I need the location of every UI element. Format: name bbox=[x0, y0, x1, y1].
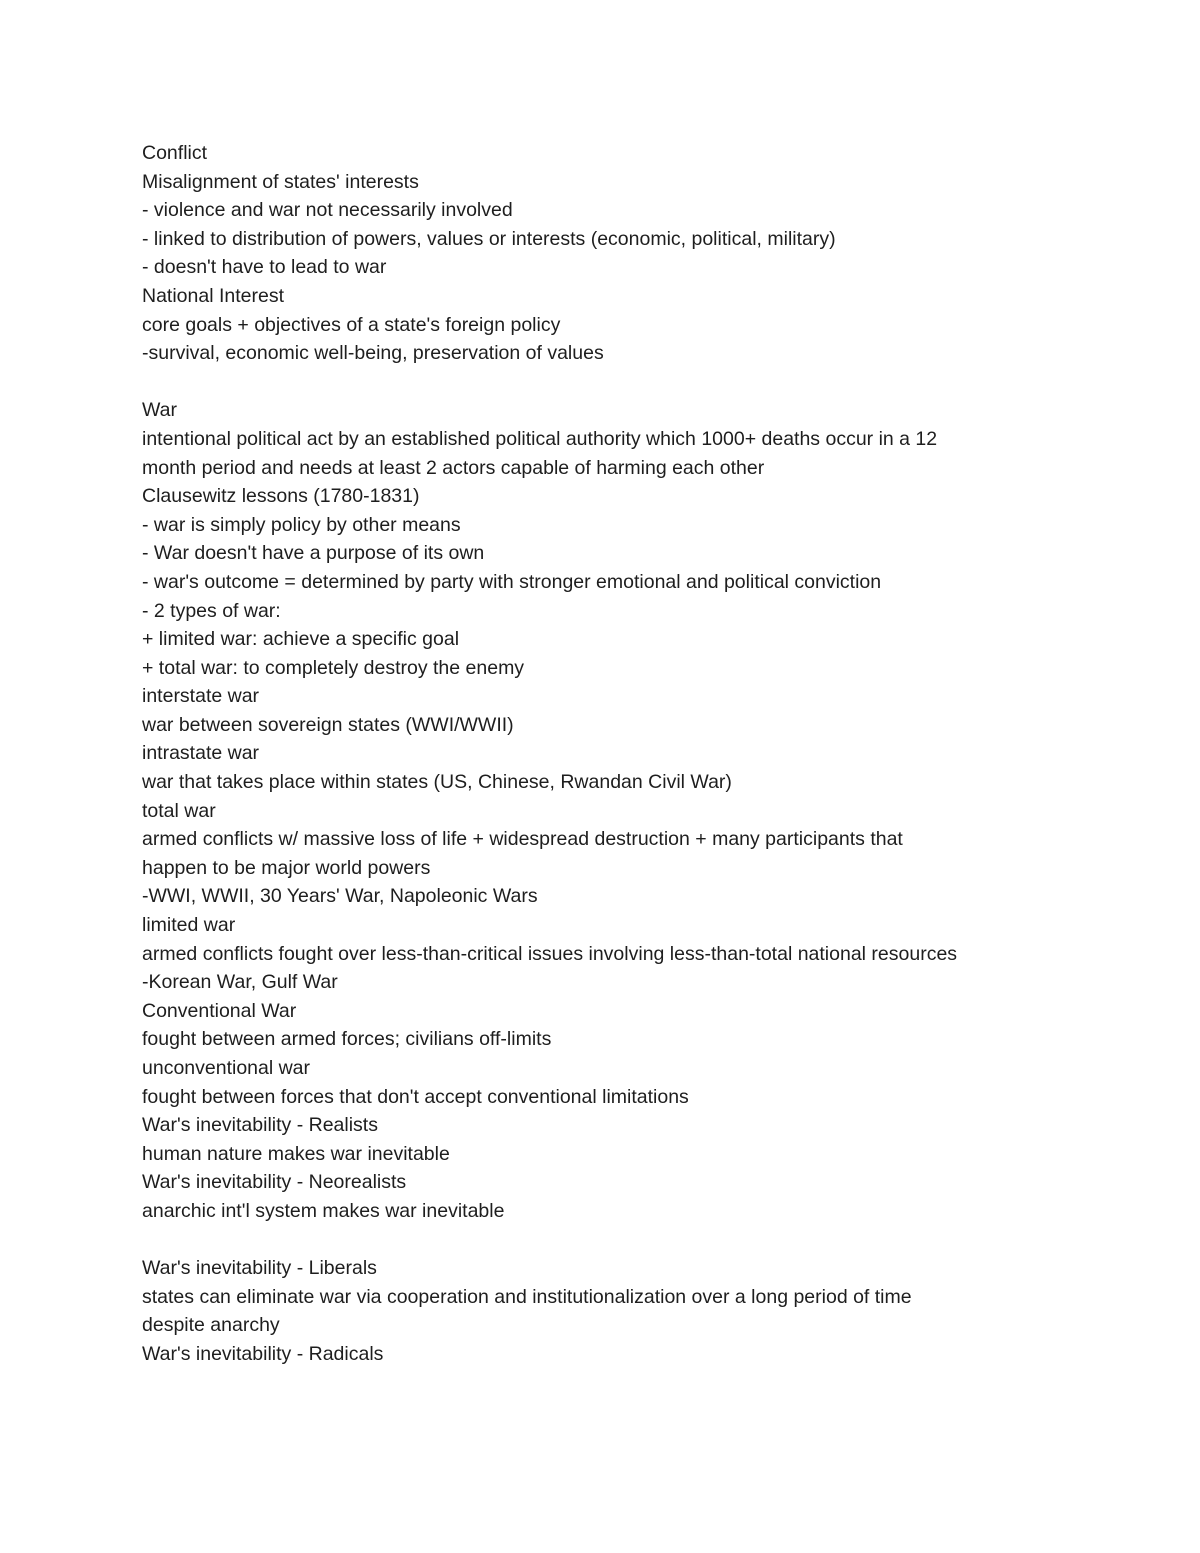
text-line: - linked to distribution of powers, values or interests (economic, political, military) bbox=[142, 227, 836, 250]
text-line: fought between armed forces; civilians off-limits bbox=[142, 1028, 552, 1051]
heading-radicals: War's inevitability - Radicals bbox=[142, 1342, 384, 1365]
text-line: war that takes place within states (US, Chinese, Rwandan Civil War) bbox=[142, 771, 732, 794]
text-line: - war is simply policy by other means bbox=[142, 513, 461, 536]
heading-limited-war: limited war bbox=[142, 914, 236, 937]
text-line: armed conflicts fought over less-than-critical issues involving less-than-total national resources bbox=[142, 942, 958, 965]
text-line: fought between forces that don't accept conventional limitations bbox=[142, 1085, 689, 1108]
blank-line bbox=[142, 1226, 1142, 1255]
text-line: human nature makes war inevitable bbox=[142, 1142, 450, 1165]
heading-unconventional-war: unconventional war bbox=[142, 1057, 311, 1079]
text-line: war between sovereign states (WWI/WWII) bbox=[142, 713, 514, 736]
text-line: -WWI, WWII, 30 Years' War, Napoleonic Wars bbox=[142, 885, 538, 908]
text-line: + limited war: achieve a specific goal bbox=[142, 628, 460, 651]
heading-total-war: total war bbox=[142, 799, 216, 822]
text-line: Misalignment of states' interests bbox=[142, 170, 419, 193]
text-line: - War doesn't have a purpose of its own bbox=[142, 542, 485, 565]
text-line: anarchic int'l system makes war inevitable bbox=[142, 1199, 505, 1222]
text-line: -survival, economic well-being, preservation of values bbox=[142, 342, 604, 365]
text-line: happen to be major world powers bbox=[142, 856, 431, 879]
text-line: states can eliminate war via cooperation and institutionalization over a long period of time bbox=[142, 1285, 912, 1308]
blank-line bbox=[142, 368, 1142, 397]
heading-neorealists: War's inevitability - Neorealists bbox=[142, 1171, 407, 1194]
text-line: - violence and war not necessarily involved bbox=[142, 199, 513, 222]
heading-conflict: Conflict bbox=[142, 142, 208, 164]
heading-national-interest: National Interest bbox=[142, 284, 284, 307]
text-line: + total war: to completely destroy the enemy bbox=[142, 656, 525, 679]
text-line: - war's outcome = determined by party with stronger emotional and political conviction bbox=[142, 570, 882, 593]
heading-liberals: War's inevitability - Liberals bbox=[142, 1257, 377, 1280]
text-line: -Korean War, Gulf War bbox=[142, 971, 338, 994]
heading-interstate-war: interstate war bbox=[142, 685, 260, 708]
heading-intrastate-war: intrastate war bbox=[142, 742, 260, 765]
text-line: intentional political act by an established political authority which 1000+ deaths occur in a 12 bbox=[142, 427, 938, 450]
document-page bbox=[142, 139, 1142, 1369]
text-line: armed conflicts w/ massive loss of life + widespread destruction + many participants that bbox=[142, 828, 903, 851]
text-line: despite anarchy bbox=[142, 1314, 280, 1337]
heading-clausewitz: Clausewitz lessons (1780-1831) bbox=[142, 485, 420, 508]
text-line: - doesn't have to lead to war bbox=[142, 256, 387, 279]
text-line: month period and needs at least 2 actors capable of harming each other bbox=[142, 456, 765, 479]
heading-realists: War's inevitability - Realists bbox=[142, 1114, 378, 1137]
text-line: core goals + objectives of a state's foreign policy bbox=[142, 313, 561, 336]
heading-war: War bbox=[142, 399, 178, 422]
text-line: - 2 types of war: bbox=[142, 599, 281, 622]
heading-conventional-war: Conventional War bbox=[142, 999, 297, 1022]
